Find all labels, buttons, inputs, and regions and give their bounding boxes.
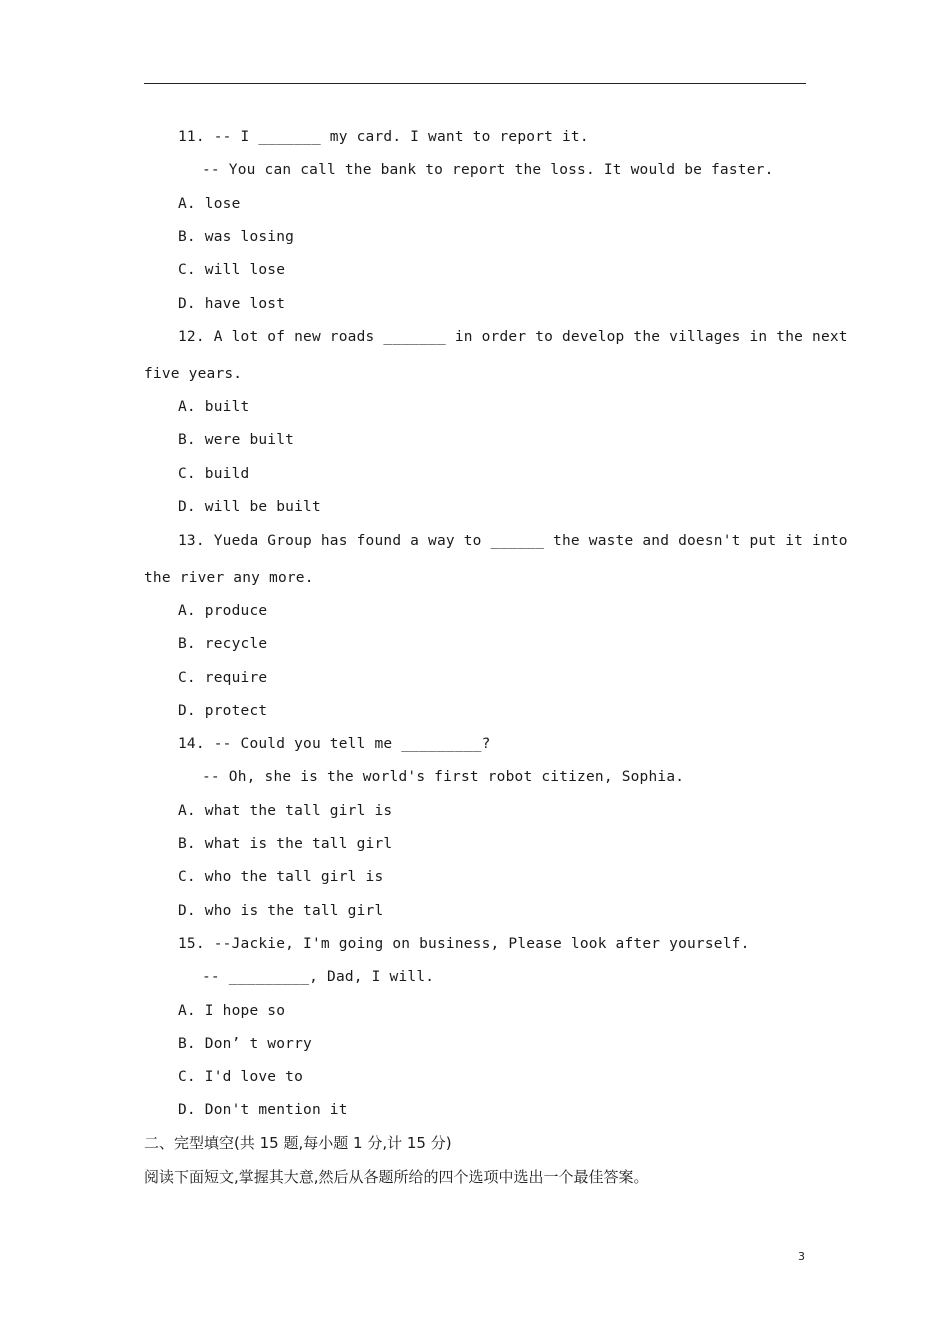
question-15-option-a: A. I hope so (178, 1003, 286, 1019)
question-14-option-d: D. who is the tall girl (178, 903, 384, 919)
question-14-option-a: A. what the tall girl is (178, 803, 393, 819)
question-12-option-d: D. will be built (178, 499, 321, 515)
question-11-reply: -- You can call the bank to report the loss. It would be faster. (202, 162, 774, 178)
question-15-stem: 15. --Jackie, I'm going on business, Please look after yourself. (178, 936, 750, 952)
page-number: 3 (798, 1250, 805, 1263)
header-rule (144, 83, 806, 84)
question-15-option-c: C. I'd love to (178, 1069, 304, 1085)
section-heading: 二、完型填空(共 15 题,每小题 1 分,计 15 分) (144, 1134, 452, 1152)
question-14-reply: -- Oh, she is the world's first robot citizen, Sophia. (202, 769, 685, 785)
question-11-option-a: A. lose (178, 196, 241, 212)
question-13-option-b: B. recycle (178, 636, 268, 652)
section-instruction: 阅读下面短文,掌握其大意,然后从各题所给的四个选项中选出一个最佳答案。 (144, 1168, 649, 1186)
question-12-stem: 12. A lot of new roads _______ in order to develop the villages in the next (178, 329, 848, 345)
question-11-option-c: C. will lose (178, 262, 286, 278)
question-13-option-c: C. require (178, 670, 268, 686)
question-15-option-d: D. Don't mention it (178, 1102, 348, 1118)
question-14-option-c: C. who the tall girl is (178, 869, 384, 885)
question-12-option-b: B. were built (178, 432, 295, 448)
question-11-stem: 11. -- I _______ my card. I want to report it. (178, 129, 589, 145)
question-13-option-d: D. protect (178, 703, 268, 719)
question-12-option-a: A. built (178, 399, 250, 415)
question-13-stem: 13. Yueda Group has found a way to ______ the waste and doesn't put it into (178, 533, 848, 549)
question-12-option-c: C. build (178, 466, 250, 482)
question-15-option-b: B. Don’ t worry (178, 1036, 312, 1052)
question-12-wrap: five years. (144, 366, 243, 382)
question-11-option-d: D. have lost (178, 296, 286, 312)
question-13-wrap: the river any more. (144, 570, 314, 586)
question-14-stem: 14. -- Could you tell me _________? (178, 736, 491, 752)
question-15-reply: -- _________, Dad, I will. (202, 969, 435, 985)
question-14-option-b: B. what is the tall girl (178, 836, 393, 852)
question-13-option-a: A. produce (178, 603, 268, 619)
question-11-option-b: B. was losing (178, 229, 295, 245)
